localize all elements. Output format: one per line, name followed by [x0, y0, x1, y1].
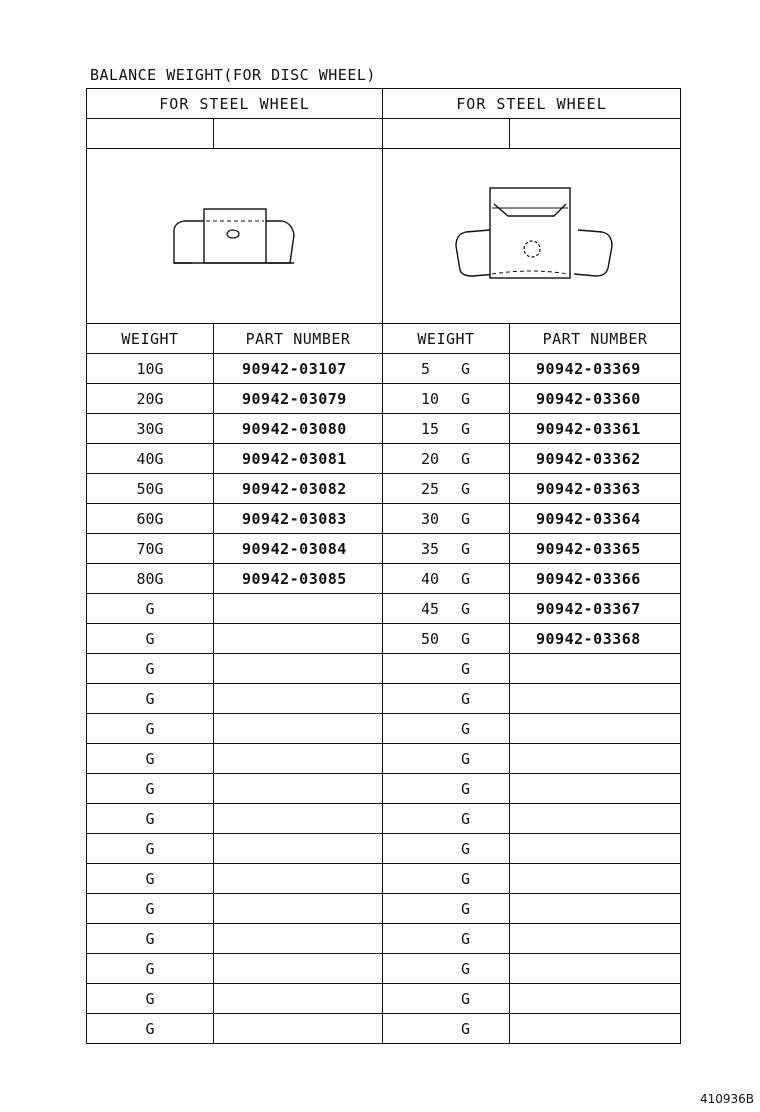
right-weight-cell [383, 1014, 510, 1044]
table-row [87, 534, 681, 564]
right-weight-cell [383, 954, 510, 984]
right-weight-cell [383, 894, 510, 924]
right-weight-unit: G [461, 479, 471, 498]
right-weight-cell [383, 834, 510, 864]
blank-cell [383, 119, 510, 149]
right-weight-cell [383, 414, 510, 444]
table-row [87, 744, 681, 774]
left-part-number-cell [214, 714, 383, 744]
left-weight-cell: G [87, 594, 214, 624]
right-part-number-cell: 90942-03364 [510, 504, 681, 534]
left-part-number-cell [214, 864, 383, 894]
adhesive-clip-weight-drawing [442, 186, 622, 286]
right-part-number-cell [510, 714, 681, 744]
left-part-number-cell [214, 1014, 383, 1044]
table-row [87, 804, 681, 834]
left-weight-cell: 70G [87, 534, 214, 564]
left-weight-illustration-cell [87, 149, 383, 324]
clip-on-weight-drawing [170, 201, 300, 271]
left-part-number-cell [214, 924, 383, 954]
left-weight-cell: G [87, 714, 214, 744]
balance-weight-sheet [86, 88, 680, 1044]
left-weight-cell: G [87, 804, 214, 834]
left-part-number-cell: 90942-03085 [214, 564, 383, 594]
table-row [87, 624, 681, 654]
left-part-number-cell [214, 774, 383, 804]
right-weight-value: 30 [421, 509, 440, 528]
right-weight-cell [383, 654, 510, 684]
right-part-number-cell: 90942-03367 [510, 594, 681, 624]
right-part-number-cell [510, 1014, 681, 1044]
right-weight-unit: G [461, 659, 471, 678]
right-part-number-cell [510, 864, 681, 894]
table-row [87, 504, 681, 534]
right-weight-cell [383, 924, 510, 954]
right-weight-unit: G [461, 509, 471, 528]
right-weight-value: 5 [421, 359, 431, 378]
left-weight-cell: G [87, 774, 214, 804]
left-weight-cell: 20G [87, 384, 214, 414]
right-part-number-cell [510, 954, 681, 984]
left-part-number-cell [214, 624, 383, 654]
table-row [87, 954, 681, 984]
table-row [87, 444, 681, 474]
right-weight-unit: G [461, 389, 471, 408]
right-weight-cell [383, 354, 510, 384]
table-row [87, 564, 681, 594]
right-weight-unit: G [461, 419, 471, 438]
right-weight-unit: G [461, 569, 471, 588]
right-weight-value: 40 [421, 569, 440, 588]
right-weight-unit: G [461, 929, 471, 948]
left-weight-column-header: WEIGHT [87, 324, 214, 354]
right-weight-cell [383, 534, 510, 564]
right-weight-unit: G [461, 989, 471, 1008]
left-weight-cell: 50G [87, 474, 214, 504]
right-weight-unit: G [461, 869, 471, 888]
left-part-number-cell [214, 894, 383, 924]
right-part-number-cell [510, 774, 681, 804]
table-row [87, 894, 681, 924]
left-weight-cell: 10G [87, 354, 214, 384]
left-part-number-cell [214, 984, 383, 1014]
left-part-number-cell: 90942-03080 [214, 414, 383, 444]
left-part-number-cell [214, 594, 383, 624]
left-weight-cell: G [87, 894, 214, 924]
table-row [87, 354, 681, 384]
right-weight-cell [383, 984, 510, 1014]
right-weight-cell [383, 384, 510, 414]
document-number: 410936B [699, 1092, 754, 1106]
right-part-number-cell: 90942-03366 [510, 564, 681, 594]
right-weight-column-header: WEIGHT [383, 324, 510, 354]
right-weight-cell [383, 774, 510, 804]
right-weight-cell [383, 504, 510, 534]
right-weight-unit: G [461, 899, 471, 918]
right-weight-unit: G [461, 809, 471, 828]
table-row [87, 684, 681, 714]
left-part-number-column-header: PART NUMBER [214, 324, 383, 354]
left-part-number-cell [214, 744, 383, 774]
right-part-number-cell [510, 684, 681, 714]
right-weight-cell [383, 564, 510, 594]
blank-cell [510, 119, 681, 149]
right-part-number-cell [510, 834, 681, 864]
left-part-number-cell: 90942-03084 [214, 534, 383, 564]
right-part-number-cell [510, 984, 681, 1014]
right-weight-cell [383, 714, 510, 744]
right-weight-value: 15 [421, 419, 440, 438]
right-weight-cell [383, 684, 510, 714]
left-part-number-cell: 90942-03083 [214, 504, 383, 534]
table-row [87, 654, 681, 684]
right-weight-cell [383, 594, 510, 624]
table-row [87, 864, 681, 894]
right-part-number-cell: 90942-03362 [510, 444, 681, 474]
right-part-number-cell [510, 654, 681, 684]
left-weight-cell: G [87, 1014, 214, 1044]
right-section-header: FOR STEEL WHEEL [383, 89, 681, 119]
right-weight-cell [383, 474, 510, 504]
left-weight-cell: G [87, 924, 214, 954]
left-part-number-cell [214, 804, 383, 834]
table-row [87, 714, 681, 744]
right-weight-cell [383, 804, 510, 834]
right-weight-unit: G [461, 599, 471, 618]
table-row [87, 414, 681, 444]
right-weight-cell [383, 864, 510, 894]
right-weight-unit: G [461, 839, 471, 858]
table-row [87, 594, 681, 624]
right-weight-cell [383, 444, 510, 474]
left-weight-cell: 80G [87, 564, 214, 594]
right-part-number-cell [510, 894, 681, 924]
right-weight-value: 35 [421, 539, 440, 558]
left-weight-cell: G [87, 654, 214, 684]
right-part-number-cell [510, 804, 681, 834]
table-row [87, 474, 681, 504]
right-weight-value: 20 [421, 449, 440, 468]
right-weight-unit: G [461, 539, 471, 558]
blank-cell [87, 119, 214, 149]
right-weight-unit: G [461, 749, 471, 768]
right-weight-cell [383, 744, 510, 774]
right-weight-value: 50 [421, 629, 440, 648]
table-row [87, 924, 681, 954]
left-section-header: FOR STEEL WHEEL [87, 89, 383, 119]
right-weight-illustration-cell [383, 149, 681, 324]
right-weight-unit: G [461, 779, 471, 798]
right-part-number-cell: 90942-03368 [510, 624, 681, 654]
right-weight-value: 25 [421, 479, 440, 498]
left-part-number-cell [214, 654, 383, 684]
right-part-number-cell: 90942-03360 [510, 384, 681, 414]
table-row [87, 984, 681, 1014]
right-weight-unit: G [461, 719, 471, 738]
left-weight-cell: G [87, 624, 214, 654]
right-part-number-cell: 90942-03365 [510, 534, 681, 564]
right-part-number-cell [510, 744, 681, 774]
left-part-number-cell: 90942-03107 [214, 354, 383, 384]
table-row [87, 774, 681, 804]
left-part-number-cell: 90942-03082 [214, 474, 383, 504]
left-weight-cell: 60G [87, 504, 214, 534]
right-weight-cell [383, 624, 510, 654]
left-weight-cell: G [87, 954, 214, 984]
table-row [87, 1014, 681, 1044]
right-weight-value: 10 [421, 389, 440, 408]
table-row [87, 384, 681, 414]
right-weight-unit: G [461, 359, 471, 378]
left-weight-cell: G [87, 684, 214, 714]
left-weight-cell: G [87, 744, 214, 774]
left-weight-cell: G [87, 834, 214, 864]
document-title: BALANCE WEIGHT(FOR DISC WHEEL) [90, 66, 376, 84]
right-part-number-cell: 90942-03363 [510, 474, 681, 504]
left-part-number-cell [214, 684, 383, 714]
right-part-number-cell [510, 924, 681, 954]
blank-cell [214, 119, 383, 149]
right-weight-value: 45 [421, 599, 440, 618]
left-weight-cell: G [87, 984, 214, 1014]
right-weight-unit: G [461, 689, 471, 708]
right-weight-unit: G [461, 629, 471, 648]
right-part-number-cell: 90942-03361 [510, 414, 681, 444]
table-row [87, 834, 681, 864]
left-weight-cell: 40G [87, 444, 214, 474]
right-weight-unit: G [461, 1019, 471, 1038]
left-part-number-cell: 90942-03079 [214, 384, 383, 414]
left-part-number-cell [214, 954, 383, 984]
right-weight-unit: G [461, 449, 471, 468]
right-weight-unit: G [461, 959, 471, 978]
balance-weight-table [86, 88, 681, 1044]
left-part-number-cell [214, 834, 383, 864]
left-weight-cell: G [87, 864, 214, 894]
left-part-number-cell: 90942-03081 [214, 444, 383, 474]
right-part-number-column-header: PART NUMBER [510, 324, 681, 354]
left-weight-cell: 30G [87, 414, 214, 444]
right-part-number-cell: 90942-03369 [510, 354, 681, 384]
